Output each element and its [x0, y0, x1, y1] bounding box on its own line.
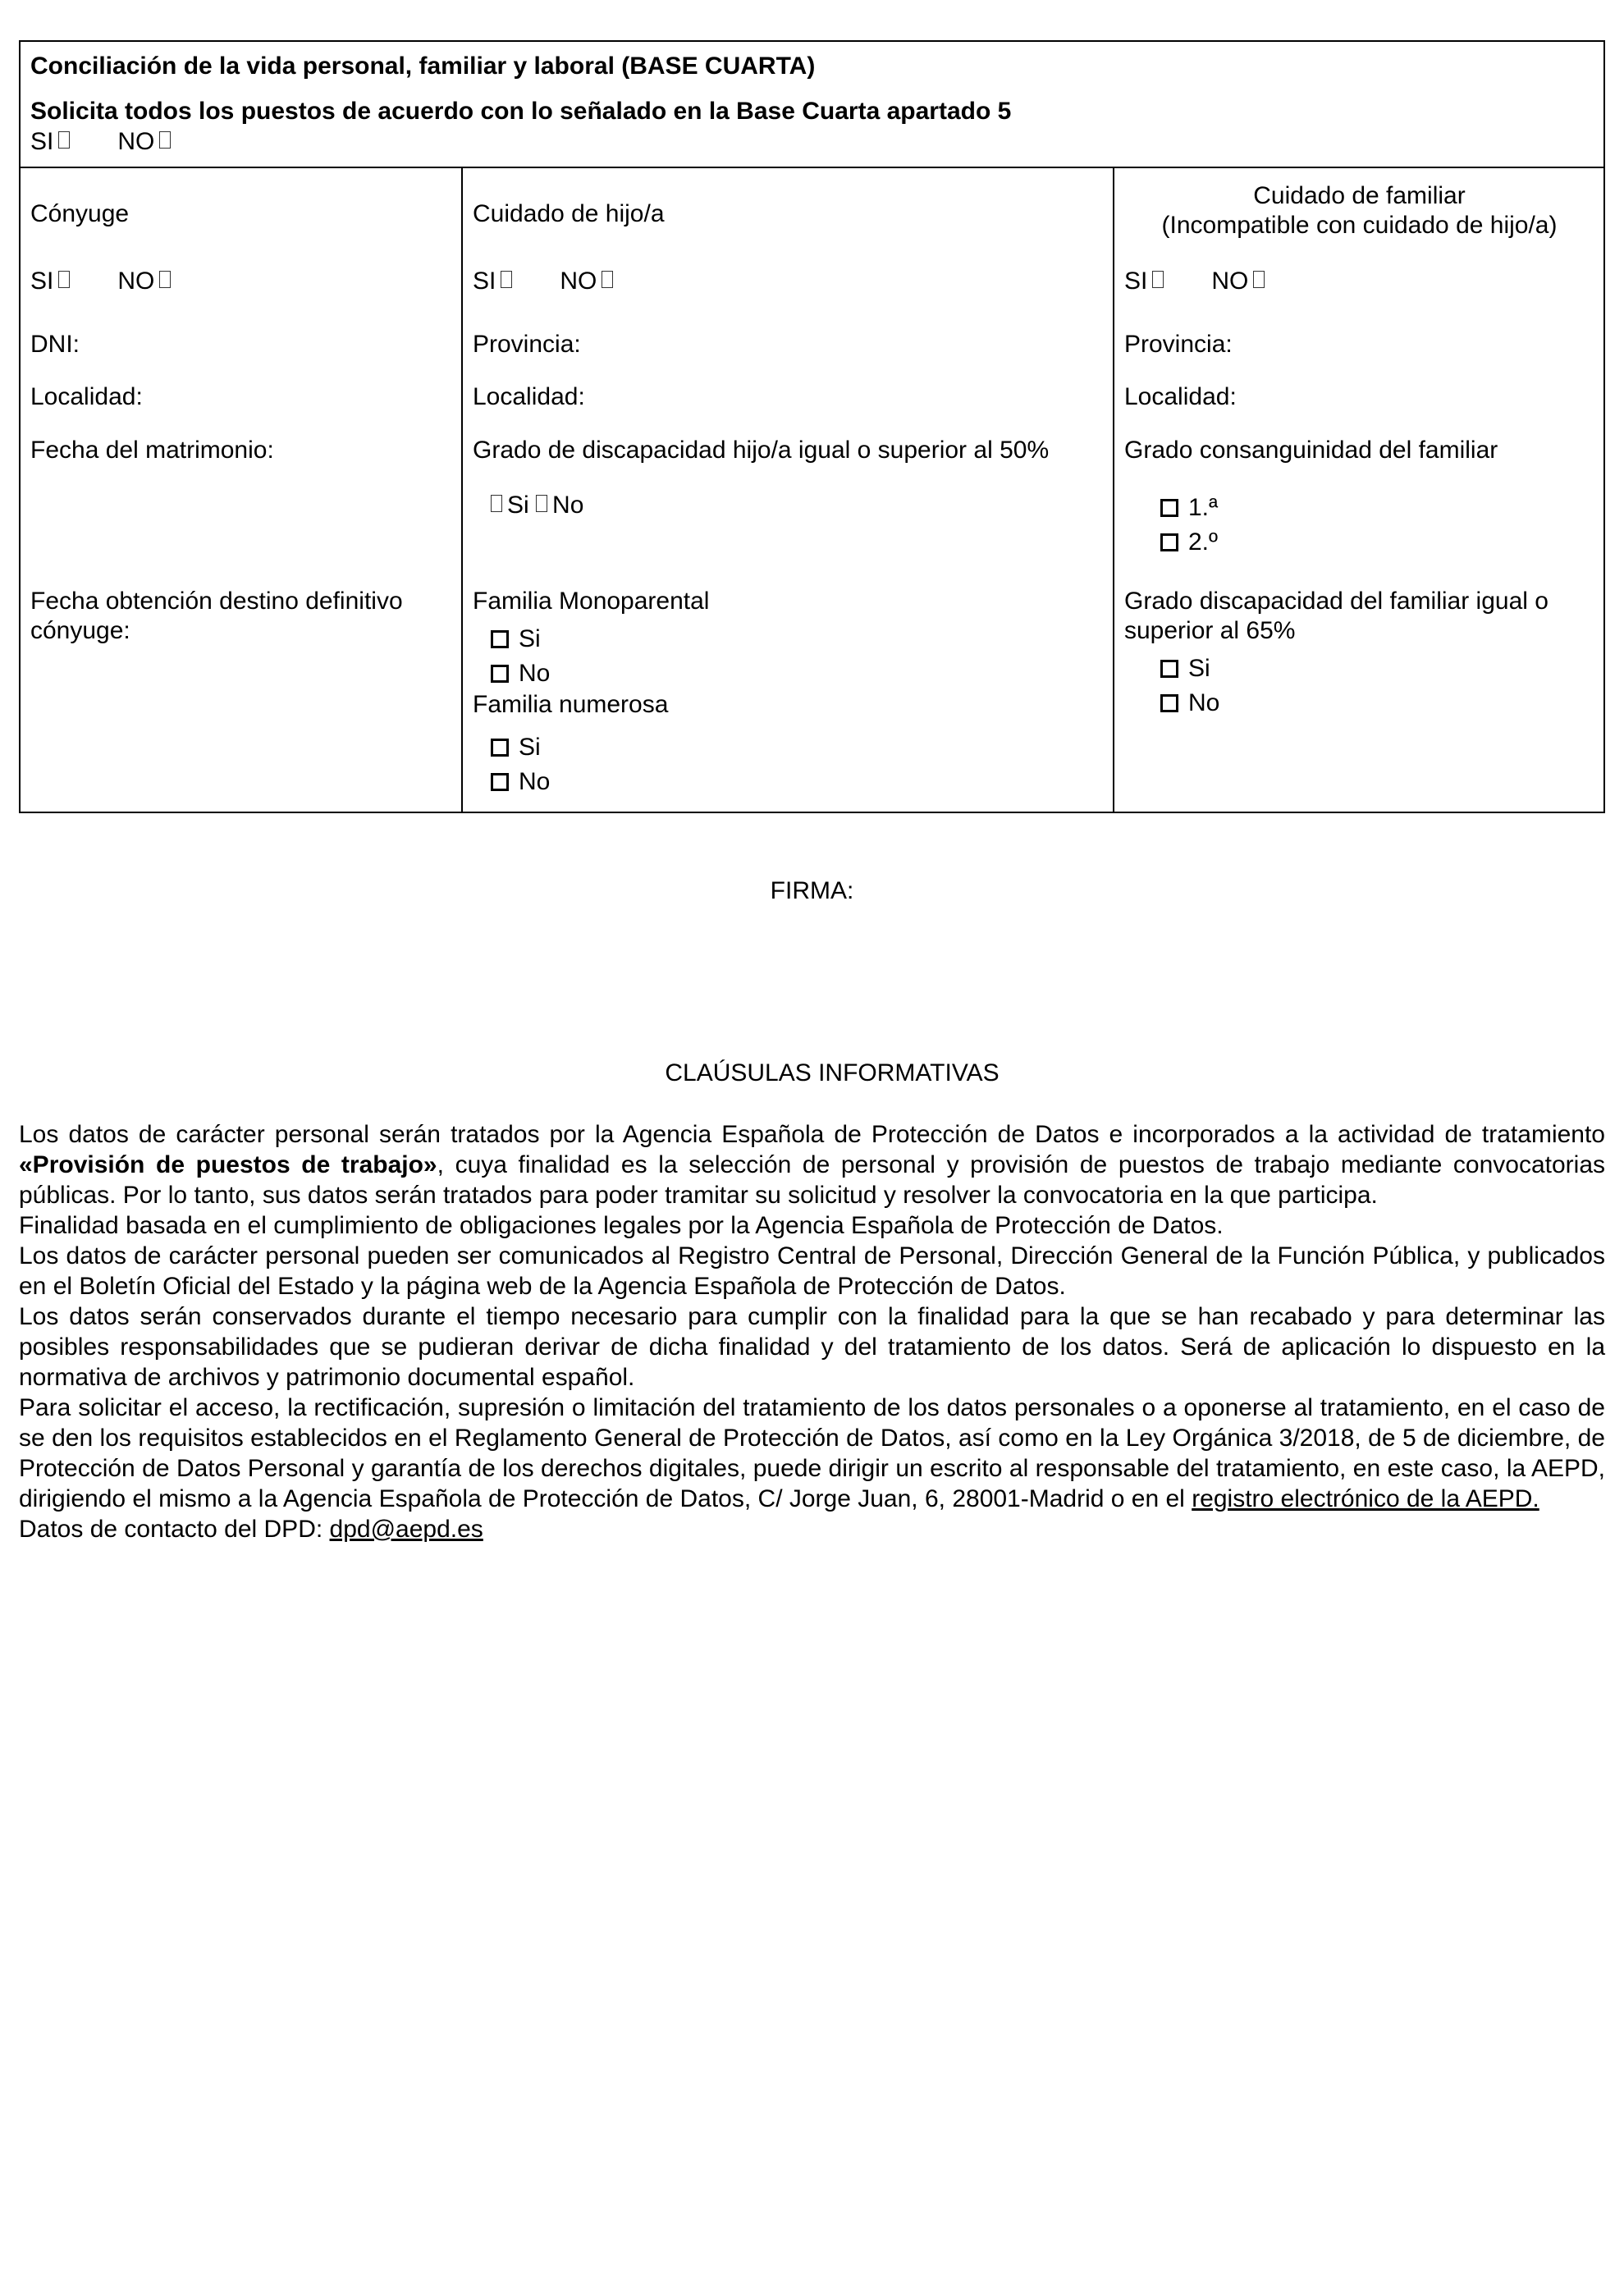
- num-si-checkbox[interactable]: [491, 739, 509, 757]
- hijo-no-checkbox[interactable]: [602, 271, 613, 288]
- familiar-localidad: Localidad:: [1124, 383, 1237, 410]
- registro-electronico-link[interactable]: registro electrónico de la AEPD.: [1192, 1485, 1539, 1512]
- hijo-numerosa: Familia numerosa: [473, 691, 669, 718]
- clausula-paragraph-1: [19, 1119, 1605, 1210]
- num-si-label: Si: [519, 734, 541, 761]
- conyuge-no-label: NO: [117, 268, 155, 295]
- request-label: Solicita todos los puestos de acuerdo con lo señalado en la Base Cuarta apartado 5: [30, 98, 1012, 125]
- hijo-discapacidad-options: [491, 491, 583, 520]
- familiar-si-label: SI: [1124, 268, 1148, 295]
- conyuge-fecha-matrimonio: Fecha del matrimonio:: [30, 437, 274, 464]
- hijo-mono-si: [491, 624, 541, 654]
- grado-1-checkbox[interactable]: [1160, 499, 1178, 517]
- clausula-p1-start: Los datos de carácter personal serán tratados por la Agencia Española de Protección de Datos e incorporados a la actividad de tratamiento: [19, 1121, 1605, 1148]
- familiar-provincia: Provincia:: [1124, 331, 1233, 358]
- request-options: [30, 127, 171, 157]
- conyuge-localidad: Localidad:: [30, 383, 143, 410]
- conyuge-si-checkbox[interactable]: [58, 271, 70, 288]
- form-header: [21, 42, 1603, 168]
- dpd-contact-label: Datos de contacto del DPD:: [19, 1516, 330, 1543]
- conyuge-fecha-destino-line2: cónyuge:: [30, 617, 130, 644]
- familiar-disc-si: [1160, 654, 1210, 684]
- clausula-paragraph-3: Los datos de carácter personal pueden ser comunicados al Registro Central de Personal, Dirección General de la Función Pública, y publicados en el Boletín Oficial del Estado y la página web de la Agencia Española de Protección de Datos.: [19, 1242, 1605, 1300]
- hijo-localidad: Localidad:: [473, 383, 585, 410]
- familiar-disc-no: [1160, 688, 1219, 718]
- conyuge-no-checkbox[interactable]: [159, 271, 171, 288]
- conyuge-dni: DNI:: [30, 331, 80, 358]
- hijo-disc-si-label: Si: [507, 492, 529, 519]
- familiar-no-label: NO: [1211, 268, 1249, 295]
- conyuge-si-label: SI: [30, 268, 54, 295]
- clausula-p1-bold: «Provisión de puestos de trabajo»: [19, 1151, 437, 1178]
- hijo-num-si: [491, 733, 541, 762]
- num-no-checkbox[interactable]: [491, 773, 509, 791]
- familiar-title: Cuidado de familiar: [1253, 182, 1466, 209]
- clausula-p5-text: Para solicitar el acceso, la rectificación, supresión o limitación del tratamiento de los datos personales o a oponerse al tratamiento, en el caso de se den los requisitos establecidos en el Reglamento General de Protección de Datos, así como en la Ley Orgánica 3/2018, de 5 de diciembre, de Protección de Datos Personal y garantía de los derechos digitales, puede dirigir un escrito al responsable del tratamiento, en este caso, la AEPD, dirigiendo el mismo a la Agencia Española de Protección de Datos, C/ Jorge Juan, 6, 28001-Madrid o en el: [19, 1394, 1605, 1512]
- familiar-discapacidad-line2: superior al 65%: [1124, 617, 1296, 644]
- hijo-si-checkbox[interactable]: [501, 271, 512, 288]
- dpd-email-link[interactable]: dpd@aepd.es: [329, 1516, 483, 1543]
- clausula-paragraph-6: [19, 1514, 1605, 1544]
- column-conyuge: [21, 168, 463, 813]
- disc-no-checkbox[interactable]: [1160, 694, 1178, 712]
- familiar-subtitle: (Incompatible con cuidado de hijo/a): [1161, 212, 1558, 239]
- clausulas-title: CLAÚSULAS INFORMATIVAS: [665, 1059, 1000, 1086]
- conyuge-title: Cónyuge: [30, 200, 130, 227]
- grado-2-label: 2.º: [1188, 528, 1218, 556]
- hijo-no-label: NO: [560, 268, 597, 295]
- grado-2-checkbox[interactable]: [1160, 533, 1178, 551]
- clausula-paragraph-5: [19, 1393, 1605, 1514]
- hijo-mono-no: [491, 659, 550, 688]
- column-familiar: [1114, 168, 1604, 813]
- request-si-label: SI: [30, 128, 54, 155]
- clausulas-body: [19, 1119, 1605, 1544]
- clausula-p1-end: , cuya finalidad es la selección de personal y provisión de puestos de trabajo mediante convocatorias públicas. Por lo tanto, sus datos serán tratados para poder tramitar su solicitud y resolver la convocatoria en la que participa.: [19, 1151, 1606, 1209]
- column-hijo: [463, 168, 1114, 813]
- hijo-grado-discapacidad: Grado de discapacidad hijo/a igual o superior al 50%: [473, 437, 1050, 464]
- grado-1-label: 1.ª: [1188, 494, 1219, 521]
- num-no-label: No: [519, 768, 551, 795]
- request-no-checkbox[interactable]: [159, 131, 171, 149]
- form-title: Conciliación de la vida personal, familiar y laboral (BASE CUARTA): [30, 53, 816, 80]
- hijo-title: Cuidado de hijo/a: [473, 200, 665, 227]
- familiar-grado-2: [1160, 528, 1218, 557]
- firma-label: FIRMA:: [770, 877, 854, 904]
- hijo-disc-si-checkbox[interactable]: [491, 495, 502, 512]
- familiar-consanguinidad: Grado consanguinidad del familiar: [1124, 437, 1498, 464]
- request-no-label: NO: [117, 128, 155, 155]
- hijo-monoparental: Familia Monoparental: [473, 588, 710, 615]
- mono-no-label: No: [519, 660, 551, 687]
- request-si-checkbox[interactable]: [58, 131, 70, 149]
- hijo-si-label: SI: [473, 268, 496, 295]
- disc-si-checkbox[interactable]: [1160, 660, 1178, 678]
- hijo-disc-no-checkbox[interactable]: [536, 495, 547, 512]
- familiar-options: [1124, 267, 1265, 296]
- mono-si-checkbox[interactable]: [491, 630, 509, 648]
- hijo-provincia: Provincia:: [473, 331, 581, 358]
- familiar-no-checkbox[interactable]: [1253, 271, 1265, 288]
- conyuge-options: [30, 267, 171, 296]
- conyuge-fecha-destino-line1: Fecha obtención destino definitivo: [30, 588, 403, 615]
- mono-no-checkbox[interactable]: [491, 665, 509, 683]
- familiar-grado-1: [1160, 493, 1218, 523]
- mono-si-label: Si: [519, 625, 541, 652]
- familiar-discapacidad-line1: Grado discapacidad del familiar igual o: [1124, 588, 1549, 615]
- conciliacion-form: [19, 40, 1605, 813]
- clausula-paragraph-2: Finalidad basada en el cumplimiento de obligaciones legales por la Agencia Española de Protección de Datos.: [19, 1212, 1224, 1239]
- hijo-num-no: [491, 767, 550, 797]
- form-body: [21, 168, 1603, 813]
- familiar-si-checkbox[interactable]: [1152, 271, 1164, 288]
- hijo-disc-no-label: No: [552, 492, 584, 519]
- clausula-paragraph-4: Los datos serán conservados durante el tiempo necesario para cumplir con la finalidad para la que se han recabado y para determinar las posibles responsabilidades que se pudieran derivar de dicha finalidad y del tratamiento de los datos. Será de aplicación lo dispuesto en la normativa de archivos y patrimonio documental español.: [19, 1303, 1605, 1391]
- hijo-options: [473, 267, 613, 296]
- disc-no-label: No: [1188, 689, 1220, 716]
- disc-si-label: Si: [1188, 655, 1210, 682]
